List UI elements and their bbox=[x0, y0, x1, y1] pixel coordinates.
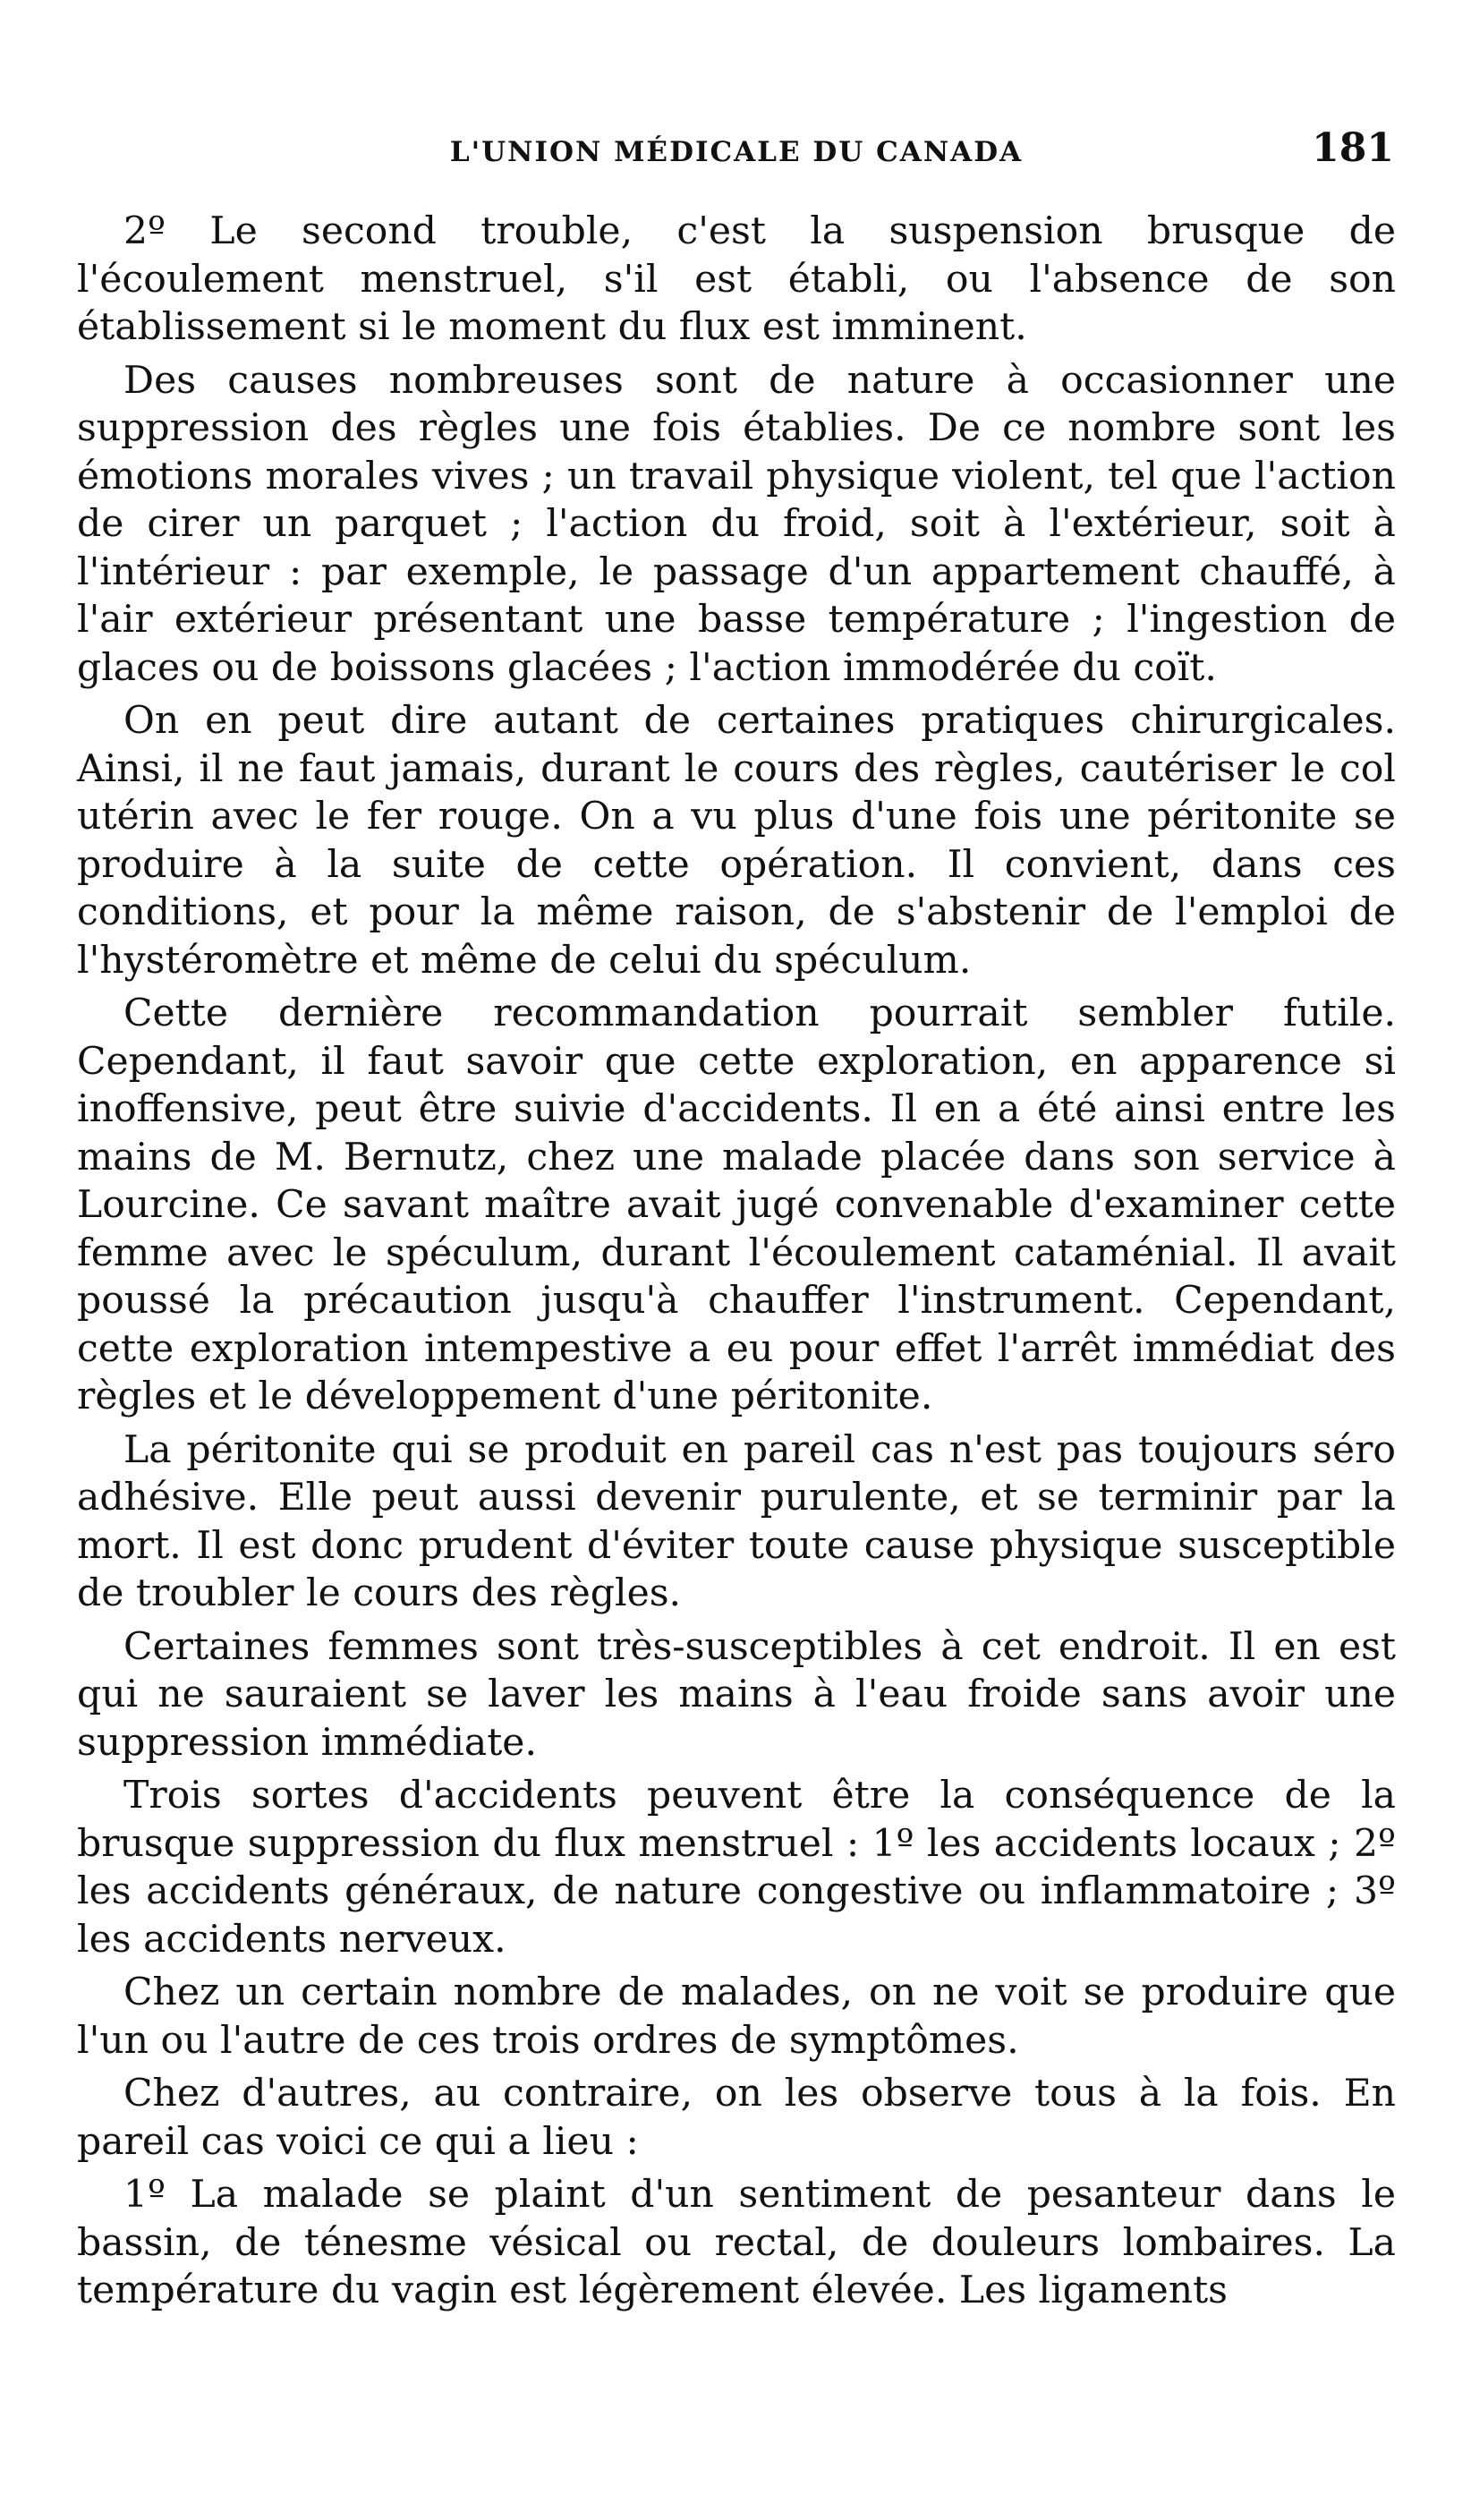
paragraph: Trois sortes d'accidents peuvent être la conséquence de la brusque suppression du flux menstruel : 1º les accidents locaux ; 2º les accidents généraux, de nature congestive ou inflammatoire ; 3º les accidents nerveux. bbox=[77, 1774, 1396, 1962]
page-header bbox=[79, 125, 1394, 179]
paragraph: Chez d'autres, au contraire, on les observe tous à la fois. En pareil cas voici ce qui a lieu : bbox=[77, 2072, 1396, 2164]
paragraph: Certaines femmes sont très-susceptibles à cet endroit. Il en est qui ne sauraient se laver les mains à l'eau froide sans avoir une suppression immédiate. bbox=[77, 1624, 1396, 1765]
page-number: 181 bbox=[1312, 125, 1394, 171]
paragraph: Des causes nombreuses sont de nature à occasionner une suppression des règles une fois établies. De ce nombre sont les émotions morales vives ; un travail physique violent, tel que l'action de cirer un parquet ; l'action du froid, soit à l'extérieur, soit à l'intérieur : par exemple, le passage d'un appartement chauffé, à l'air extérieur présentant une basse température ; l'ingestion de glaces ou de boissons glacées ; l'action immodérée du coït. bbox=[77, 358, 1396, 690]
paragraph: 1º La malade se plaint d'un sentiment de pesanteur dans le bassin, de ténesme vésical ou rectal, de douleurs lombaires. La température du vagin est légèrement élevée. Les ligaments bbox=[77, 2173, 1396, 2312]
body-text bbox=[77, 208, 1396, 2320]
running-title: L'UNION MÉDICALE DU CANADA bbox=[449, 136, 1024, 168]
paragraph: 2º Le second trouble, c'est la suspension brusque de l'écoulement menstruel, s'il est établi, ou l'absence de son établissement si le moment du flux est imminent. bbox=[77, 209, 1396, 349]
paragraph: La péritonite qui se produit en pareil cas n'est pas toujours séro adhésive. Elle peut aussi devenir purulente, et se terminir par la mort. Il est donc prudent d'éviter toute cause physique susceptible de troubler le cours des règles. bbox=[77, 1427, 1396, 1615]
paragraph: Cette dernière recommandation pourrait sembler futile. Cependant, il faut savoir que cette exploration, en apparence si inoffensive, peut être suivie d'accidents. Il en a été ainsi entre les mains de M. Bernutz, chez une malade placée dans son service à Lourcine. Ce savant maître avait jugé convenable d'examiner cette femme avec le spéculum, durant l'écoulement cataménial. Il avait poussé la précaution jusqu'à chauffer l'instrument. Cependant, cette exploration intempestive a eu pour effet l'arrêt immédiat des règles et le développement d'une péritonite. bbox=[77, 992, 1396, 1418]
paragraph: On en peut dire autant de certaines pratiques chirurgicales. Ainsi, il ne faut jamais, durant le cours des règles, cautériser le col utérin avec le fer rouge. On a vu plus d'une fois une péritonite se produire à la suite de cette opération. Il convient, dans ces conditions, et pour la même raison, de s'abstenir de l'emploi de l'hystéromètre et même de celui du spéculum. bbox=[77, 699, 1396, 983]
paragraph: Chez un certain nombre de malades, on ne voit se produire que l'un ou l'autre de ces trois ordres de symptômes. bbox=[77, 1971, 1396, 2063]
